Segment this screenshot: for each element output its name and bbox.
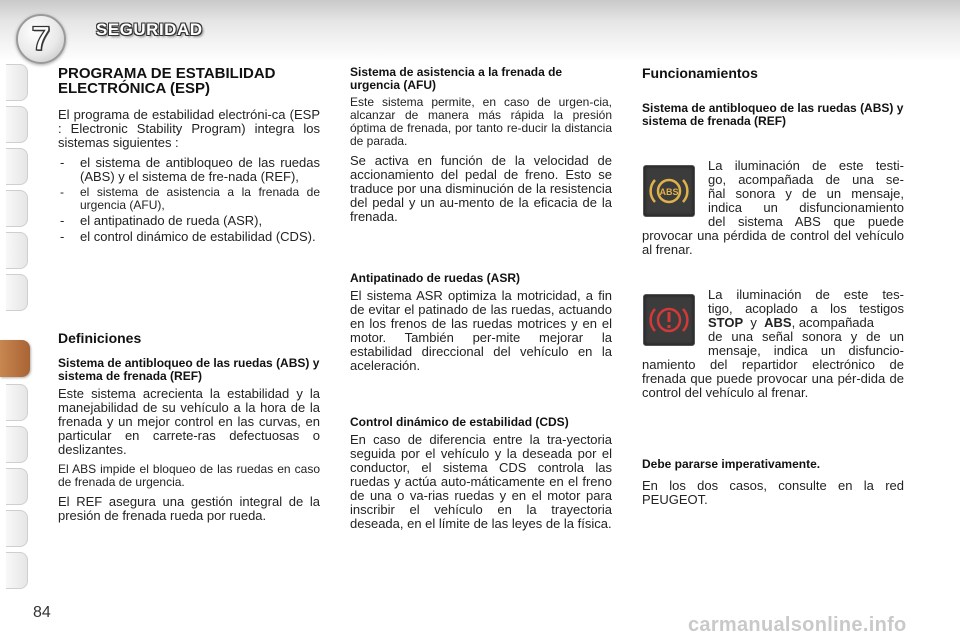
afu-paragraph: Se activa en función de la velocidad de accionamiento del pedal de freno. Esto se traduce por una disminución de la resistencia del pedal y un au-mento de la eficacia de la frenada. xyxy=(350,153,612,224)
stop-word: STOP xyxy=(708,315,744,330)
stop-text-lines xyxy=(708,288,904,358)
must-stop-block xyxy=(642,458,904,513)
chapter-tab-active[interactable] xyxy=(0,340,30,377)
chapter-tab[interactable] xyxy=(6,274,28,311)
funcionamientos-subtitle: Sistema de antibloqueo de las ruedas (ABS) y sistema de frenada (REF) xyxy=(642,101,904,128)
column-middle xyxy=(350,66,612,230)
definition-paragraph: El ABS impide el bloqueo de las ruedas en caso de frenada de urgencia. xyxy=(58,462,320,489)
afu-title: Sistema de asistencia a la frenada de urgencia (AFU) xyxy=(350,65,563,92)
must-stop-paragraph: En los dos casos, consulte en la red PEUGEOT. xyxy=(642,478,904,507)
abs-line: go, acompañada de una se- xyxy=(708,172,904,187)
intro-paragraph: El programa de estabilidad electróni-ca (ESP : Electronic Stability Program) integra los sistemas siguientes : xyxy=(58,107,320,150)
title-line-1: PROGRAMA DE ESTABILIDAD xyxy=(58,65,276,82)
must-stop-title: Debe pararse imperativamente. xyxy=(642,457,821,471)
stop-line3-rest: , acompañada xyxy=(791,315,874,330)
stop-line-inline xyxy=(708,316,904,330)
stop-rest xyxy=(642,358,904,406)
definitions-title: Definiciones xyxy=(58,330,142,346)
abs-symbol-icon xyxy=(647,169,691,213)
title-line-2: ELECTRÓNICA (ESP) xyxy=(58,80,210,97)
chapter-tab[interactable] xyxy=(6,510,28,547)
section-title xyxy=(58,66,320,96)
chapter-number: 7 xyxy=(31,20,51,58)
systems-list xyxy=(58,156,320,244)
abs-icon-label: ABS xyxy=(659,187,679,197)
chapter-tab[interactable] xyxy=(6,468,28,505)
chapter-tabs xyxy=(0,60,32,580)
abs-line: ñal sonora y de un mensaje, xyxy=(708,186,904,201)
chapter-tab[interactable] xyxy=(6,148,28,185)
abs-rest-paragraph: provocar una pérdida de control del vehículo al frenar. xyxy=(642,228,904,257)
abs-line: indica un disfuncionamiento xyxy=(708,200,904,215)
stop-line: mensaje, indica un disfuncio- xyxy=(708,343,904,358)
chapter-tab[interactable] xyxy=(6,426,28,463)
funcionamientos-title: Funcionamientos xyxy=(642,65,758,81)
chapter-tab[interactable] xyxy=(6,64,28,101)
brake-symbol-icon xyxy=(647,298,691,342)
brake-warning-lamp-icon xyxy=(643,294,695,346)
stop-rest-paragraph: namiento del repartidor electrónico de frenada que puede provocar una pér-dida de control del vehículo al frenar. xyxy=(642,357,904,400)
definitions-block xyxy=(58,331,320,529)
stop-line: de una señal sonora y de un xyxy=(708,329,904,344)
cds-title: Control dinámico de estabilidad (CDS) xyxy=(350,415,569,429)
stop-line: tigo, acoplado a los testigos xyxy=(708,301,904,316)
definition-paragraph: Este sistema acrecienta la estabilidad y la manejabilidad de su vehículo a la hora de la frenada y un mejor control en las curvas, en particular en carrete-ras defectuosas o deslizantes. xyxy=(58,386,320,457)
asr-paragraph: El sistema ASR optimiza la motricidad, a fin de evitar el patinado de las ruedas, actuando en los frenos de las ruedas motrices y en el motor. También per-mite mejorar la estabilidad direccional del vehículo en la aceleración. xyxy=(350,288,612,373)
list-item: - el control dinámico de estabilidad (CDS). xyxy=(58,230,320,244)
abs-warning-lamp-icon xyxy=(643,165,695,217)
cds-block xyxy=(350,416,612,537)
watermark: carmanualsonline.info xyxy=(688,614,907,636)
column-right xyxy=(642,66,904,132)
definition-paragraph: El REF asegura una gestión integral de la presión de frenada rueda por rueda. xyxy=(58,494,320,523)
list-item: - el sistema de antibloqueo de las ruedas (ABS) y el sistema de fre-nada (REF), xyxy=(58,156,320,184)
abs-line: del sistema ABS que puede xyxy=(708,214,904,229)
page-number: 84 xyxy=(33,604,51,621)
chapter-tab[interactable] xyxy=(6,106,28,143)
abs-line: La iluminación de este testi- xyxy=(708,158,904,173)
stop-line: La iluminación de este tes- xyxy=(708,287,904,302)
chapter-tab[interactable] xyxy=(6,190,28,227)
abs-text-lines xyxy=(708,159,904,229)
list-item: - el sistema de asistencia a la frenada de urgencia (AFU), xyxy=(58,186,320,212)
definitions-subtitle: Sistema de antibloqueo de las ruedas (ABS) y sistema de frenada (REF) xyxy=(58,356,320,383)
column-left xyxy=(58,66,320,246)
list-item: - el antipatinado de rueda (ASR), xyxy=(58,214,320,228)
chapter-tab[interactable] xyxy=(6,232,28,269)
chapter-tab[interactable] xyxy=(6,384,28,421)
chapter-tab[interactable] xyxy=(6,552,28,589)
asr-block xyxy=(350,272,612,379)
chapter-title: SEGURIDAD xyxy=(96,20,203,39)
abs-rest xyxy=(642,229,904,263)
afu-paragraph: Este sistema permite, en caso de urgen-cia, alcanzar de manera más rápida la presión óptima de frenada, por tanto re-ducir la distancia de parada. xyxy=(350,95,612,148)
cds-paragraph: En caso de diferencia entre la tra-yectoria seguida por el vehículo y la deseada por el conductor, el sistema CDS controla las ruedas y actúa auto-máticamente en el freno de una o va-rias ruedas y en el motor para inscribir el vehículo en la trayectoria deseada, en el límite de las leyes de la física. xyxy=(350,432,612,531)
stop-and: y xyxy=(750,315,757,330)
asr-title: Antipatinado de ruedas (ASR) xyxy=(350,271,521,285)
abs-word: ABS xyxy=(764,315,792,330)
